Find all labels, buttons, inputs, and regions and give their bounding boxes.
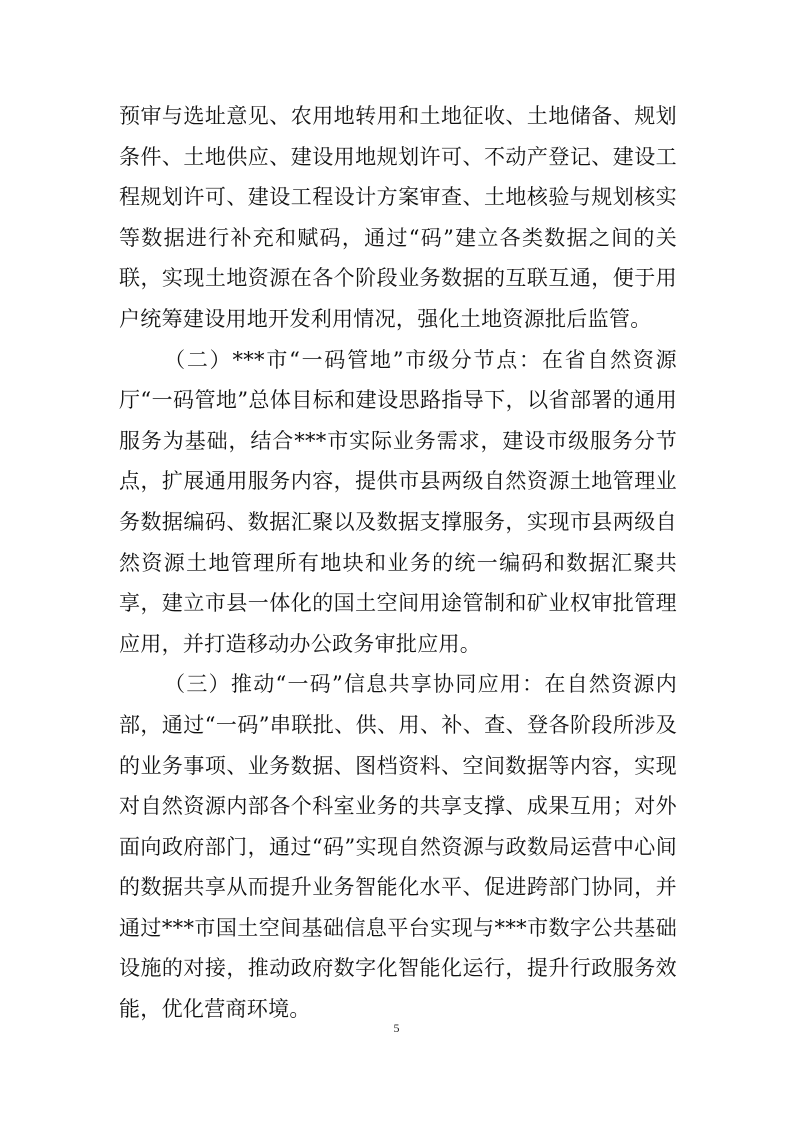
paragraph-continuation: 预审与选址意见、农用地转用和土地征收、土地储备、规划条件、土地供应、建设用地规划许可、不动产登记、建设工程规划许可、建设工程设计方案审查、土地核验与规划核实等数据进行补充和赋码，通过“码”建立各类数据之间的关联，实现土地资源在各个阶段业务数据的互联互通，便于用户统筹建设用地开发利用情况，强化土地资源批后监管。 — [119, 104, 677, 331]
page-number: 5 — [393, 1021, 400, 1035]
document-body — [119, 96, 677, 1030]
paragraph-section-3: （三）推动“一码”信息共享协同应用：在自然资源内部，通过“一码”串联批、供、用、补、查、登各阶段所涉及的业务事项、业务数据、图档资料、空间数据等内容，实现对自然资源内部各个科室业务的共享支撑、成果互用；对外面向政府部门，通过“码”实现自然资源与政数局运营中心间的数据共享从而提升业务智能化水平、促进跨部门协同，并通过***市国土空间基础信息平台实现与***市数字公共基础设施的对接，推动政府数字化智能化运行，提升行政服务效能，优化营商环境。 — [119, 672, 677, 1022]
paragraph-section-2: （二）***市“一码管地”市级分节点：在省自然资源厅“一码管地”总体目标和建设思路指导下，以省部署的通用服务为基础，结合***市实际业务需求，建设市级服务分节点，扩展通用服务内容，提供市县两级自然资源土地管理业务数据编码、数据汇聚以及数据支撑服务，实现市县两级自然资源土地管理所有地块和业务的统一编码和数据汇聚共享，建立市县一体化的国土空间用途管制和矿业权审批管理应用，并打造移动办公政务审批应用。 — [119, 347, 677, 656]
